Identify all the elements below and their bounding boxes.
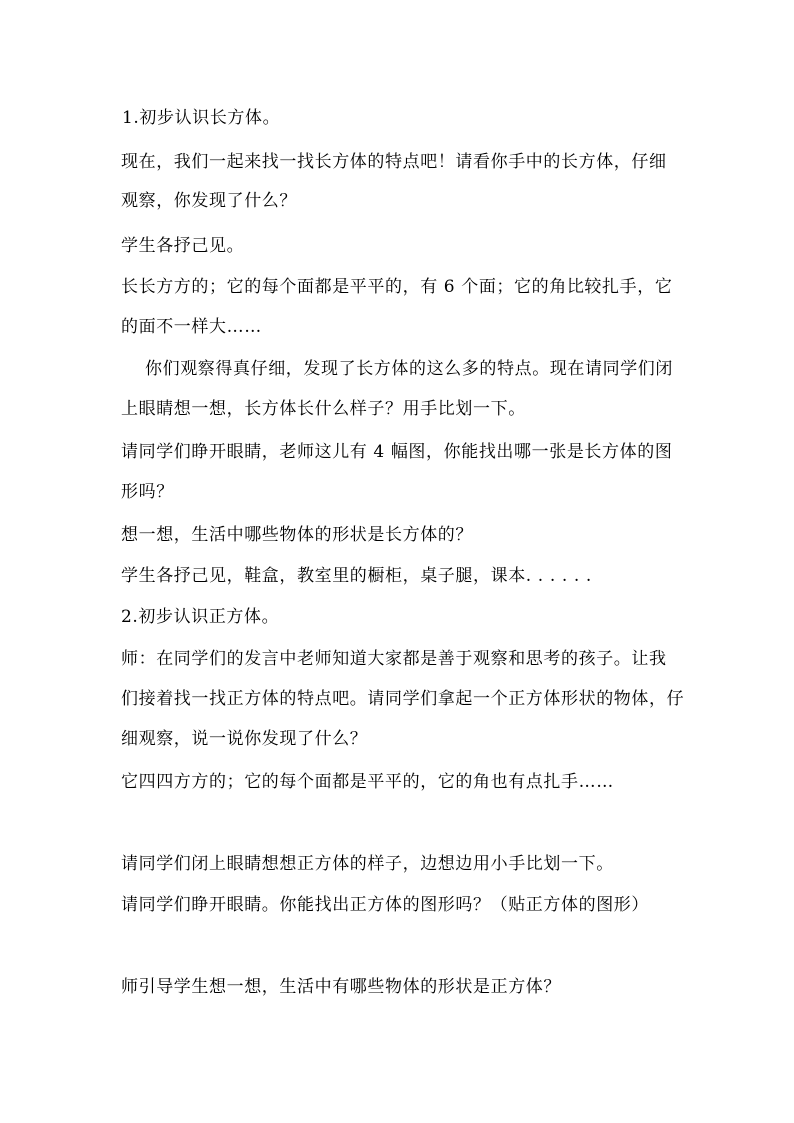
paragraph-line: 你们观察得真仔细，发现了长方体的这么多的特点。现在请同学们闭 xyxy=(145,359,673,379)
paragraph-line: 想一想，生活中哪些物体的形状是长方体的？ xyxy=(121,525,473,545)
paragraph-line: 师引导学生想一想，生活中有哪些物体的形状是正方体？ xyxy=(121,977,561,997)
paragraph-line: 请同学们闭上眼睛想想正方体的样子，边想边用小手比划一下。 xyxy=(121,854,614,874)
paragraph-line: 请同学们睁开眼睛。你能找出正方体的图形吗？（贴正方体的图形） xyxy=(121,895,649,915)
paragraph-line: 形吗？ xyxy=(121,482,174,502)
paragraph-line: 长长方方的；它的每个面都是平平的，有 6 个面；它的角比较扎手，它 xyxy=(121,277,673,297)
paragraph-line: 现在，我们一起来找一找长方体的特点吧！请看你手中的长方体，仔细 xyxy=(121,152,667,172)
paragraph-line: 它四四方方的；它的每个面都是平平的，它的角也有点扎手…… xyxy=(121,772,614,792)
paragraph-line: 学生各抒己见，鞋盒，教室里的橱柜，桌子腿，课本. . . . . . xyxy=(121,566,592,586)
paragraph-line: 师：在同学们的发言中老师知道大家都是善于观察和思考的孩子。让我 xyxy=(121,649,667,669)
paragraph-line: 学生各抒己见。 xyxy=(121,236,245,256)
paragraph-line: 们接着找一找正方体的特点吧。请同学们拿起一个正方体形状的物体，仔 xyxy=(121,689,685,709)
paragraph-line: 上眼睛想一想，长方体长什么样子？用手比划一下。 xyxy=(121,399,526,419)
heading-cube-intro: 2.初步认识正方体。 xyxy=(121,607,280,627)
paragraph-line: 细观察，说一说你发现了什么？ xyxy=(121,729,368,749)
paragraph-line: 请同学们睁开眼睛，老师这儿有 4 幅图，你能找出哪一张是长方体的图 xyxy=(121,442,673,462)
paragraph-line: 的面不一样大…… xyxy=(121,317,262,337)
paragraph-line: 观察，你发现了什么？ xyxy=(121,191,297,211)
heading-cuboid-intro: 1.初步认识长方体。 xyxy=(122,108,281,128)
